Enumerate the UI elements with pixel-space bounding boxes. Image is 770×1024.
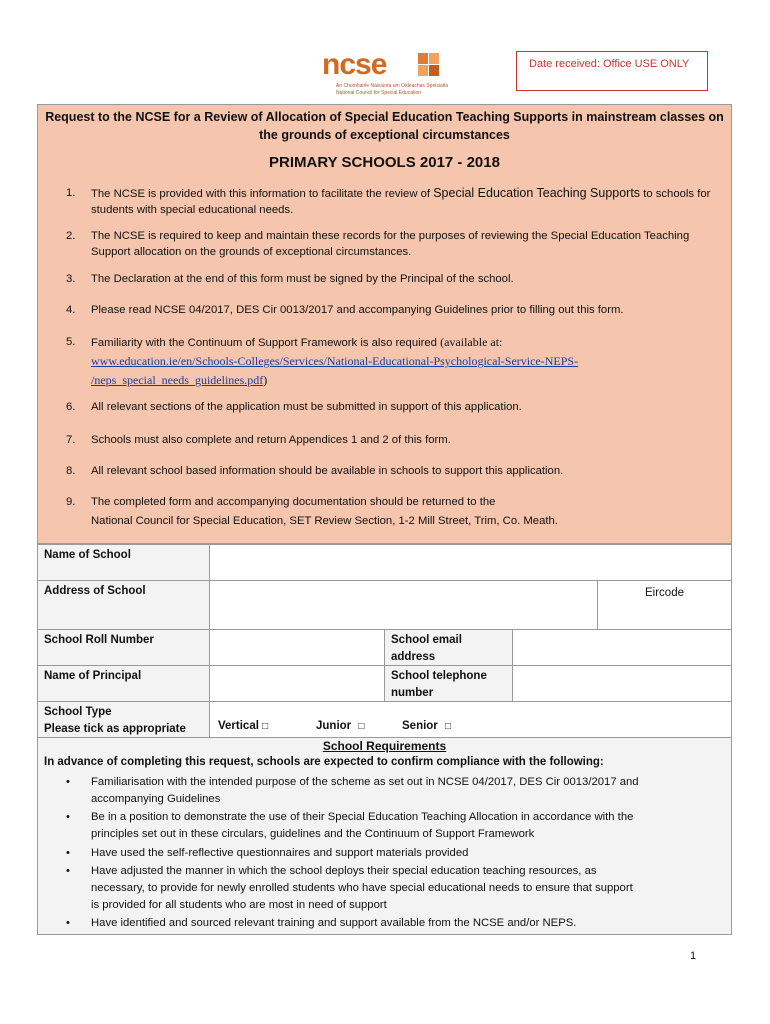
bullet-icon: • (66, 811, 70, 823)
bullet-icon: • (66, 847, 70, 859)
date-received-box: Date received: Office USE ONLY (516, 51, 708, 91)
school-email-input[interactable] (512, 629, 732, 666)
page-number: 1 (690, 950, 697, 962)
neps-guidelines-link-cont[interactable]: /neps_special_needs_guidelines.pdf (91, 373, 264, 387)
checkbox-icon: □ (262, 721, 269, 732)
requirements-intro: In advance of completing this request, schools are expected to confirm compliance with the following: (44, 756, 604, 768)
school-telephone-input[interactable] (512, 665, 732, 702)
checkbox-senior[interactable]: Senior □ (402, 720, 452, 732)
checkbox-icon: □ (445, 721, 452, 732)
bullet-icon: • (66, 776, 70, 788)
bullet-icon: • (66, 917, 70, 929)
bullet-icon: • (66, 865, 70, 877)
checkbox-vertical[interactable]: Vertical □ (218, 720, 269, 732)
logo-mark-icon (418, 53, 440, 77)
school-telephone-label: School telephone number (384, 665, 513, 702)
neps-guidelines-link[interactable]: www.education.ie/en/Schools-Colleges/Services/National-Educational-Psychological-Service-NEPS- (91, 354, 579, 368)
name-of-school-label: Name of School (37, 544, 210, 581)
name-of-school-input[interactable] (209, 544, 732, 581)
checkbox-junior[interactable]: Junior □ (316, 720, 365, 732)
address-of-school-label: Address of School (37, 580, 210, 630)
logo-tagline-english: National Council for Special Education (336, 90, 422, 96)
school-type-options (209, 701, 732, 738)
list-item: 1. The NCSE is provided with this information to facilitate the review of Special Education Teaching Supports to schools for students with special educational needs. (66, 186, 711, 216)
logo-text: ncse (322, 48, 387, 81)
eircode-field[interactable]: Eircode (597, 580, 732, 630)
roll-number-input[interactable] (209, 629, 385, 666)
requirements-title: School Requirements (322, 739, 447, 753)
form-subtitle: PRIMARY SCHOOLS 2017 - 2018 (269, 154, 500, 171)
school-email-label: School email address (384, 629, 513, 666)
principal-label: Name of Principal (37, 665, 210, 702)
form-title: Request to the NCSE for a Review of Allocation of Special Education Teaching Supports in mainstream classes on the grounds of exceptional circumstances (45, 110, 724, 142)
school-type-label: School Type Please tick as appropriate (37, 701, 210, 738)
logo-tagline-irish: An Chomhairle Náisiúnta um Oideachas Speisialta (336, 83, 449, 89)
ncse-logo (322, 48, 449, 98)
roll-number-label: School Roll Number (37, 629, 210, 666)
checkbox-icon: □ (358, 721, 365, 732)
principal-input[interactable] (209, 665, 385, 702)
